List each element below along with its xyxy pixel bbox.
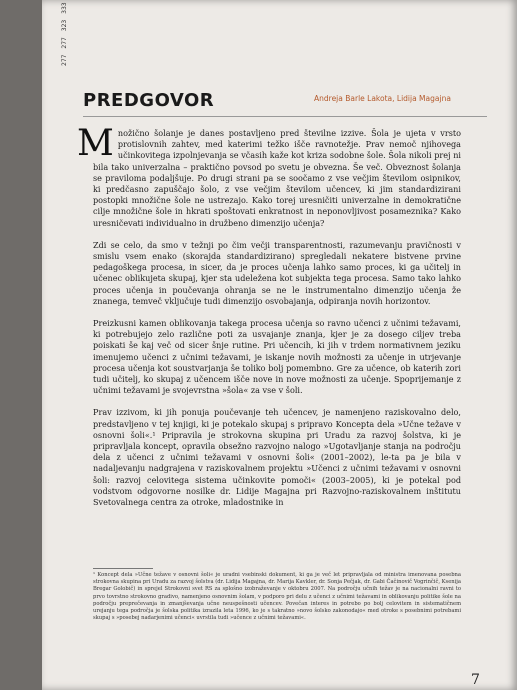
side-number: 323: [61, 19, 68, 32]
paragraph: Zdi se celo, da smo v težnji po čim večji transparentnosti, razumevanju pravičnosti v smislu vsem enako (skorajda standardizirano) spregledali nekatere bistvene prvine pedagoškega procesa, in sicer, da je proces učenja lahko samo proces, ki ga učitelj in učenec oblikujeta skupaj, kjer sta udeležena kot subjekta tega procesa. Samo tako lahko proces učenja in poučevanja ohranja se ne le instrumentalno dimenzijo učenja že znanega, temveč vključuje tudi dimenzijo osvobajanja, odpiranja novih horizontov.: [93, 239, 461, 306]
side-page-numbers: [60, 0, 70, 66]
chapter-heading: PREDGOVOR: [83, 90, 215, 111]
chapter-authors: Andreja Barle Lakota, Lidija Magajna: [314, 94, 451, 103]
heading-rule: [83, 116, 487, 117]
paragraph: Prav izzivom, ki jih ponuja poučevanje teh učencev, je namenjeno raziskovalno delo, predstavljeno v tej knjigi, ki je potekalo skupaj s pripravo Koncepta dela »Učne težave v osnovni šoli«.¹ Pripravila je strokovna skupina pri Uradu za razvoj šolstva, ki je pripravljala koncept, opravila obsežno razvojno nalogo »Ugotavljanje stanja na področju dela z učenci z učnimi težavami v osnovni šoli« (2001–2002), le-ta pa je bila v nadaljevanju nadgrajena v raziskovalnem projektu »Učenci z učnimi težavami v osnovni šoli: razvoj celovitega sistema učinkovite pomoči« (2003–2005), ki je potekal pod vodstvom odgovorne nosilke dr. Lidije Magajna pri Razvojno-raziskovalnem inštitutu Svetovalnega centra za otroke, mladostnike in: [93, 407, 461, 508]
footnote: ¹ Koncept dela »Učne težave v osnovni šoli« je uradni vsebinski dokument, ki ga je več let pripravljala od ministra imenovana posebna strokovna skupina pri Uradu za razvoj šolstva (dr. Lidija Magajna, dr. Marija Kavkler, dr. Sonja Pečjak, dr. Gabi Čačinovič Vogrinčič, Ksenija Bregar Golobič) in sprejel Strokovni svet RS za splošno izobraževanje v oktobru 2007. Na področju učnih težav je na nacionalni ravni to prvo tovrstno strokovno gradivo, namenjeno osnovnim šolam, v podporo pri delu z učenci z učnimi težavami in oblikovanju politike šole na področju preprečevanja in zmanjševanja učne neuspešnosti učencev. Povečan interes in potrebo po bolj celovitem in sistematičnem urejanju tega področja je šolska politika izrazila leta 1996, ko je s takratno »novo šolsko zakonodajo« med otroke s posebnimi potrebami skupaj s »posebej nadarjenimi učenci« uvrstila tudi »učence z učnimi težavami«.: [93, 572, 461, 622]
drop-cap: M: [77, 123, 114, 164]
side-number: 277: [61, 54, 68, 66]
paragraph: Preizkusni kamen oblikovanja takega procesa učenja so ravno učenci z učnimi težavami, ki potrebujejo zelo različne poti za usvajanje znanja, kjer je za dosego ciljev treba poiskati še kaj več od sicer šnje rutine. Pri učencih, ki jih v trdem normativnem jeziku imenujemo učenci z učnimi težavami, je iskanje novih možnosti za učenje in utrjevanje procesa učenja kot soustvarjanja še toliko bolj pomembno. Gre za učence, ob katerih zori tudi učitelj, ko skupaj z učencem išče nove in nove možnosti za učenje. Spoprijemanje z učnimi težavami je svojevrstna »šola« za vse v šoli.: [93, 318, 461, 396]
side-number: 333: [61, 2, 68, 14]
footnote-rule: [93, 568, 153, 569]
page-number: 7: [471, 672, 480, 688]
paragraph: Množično šolanje je danes postavljeno pred številne izzive. Šola je ujeta v vrsto protislovnih zahtev, med katerimi težko išče ravnotežje. Prav nemoč njihovega učinkovitega izpolnjevanja se včasih kaže kot kriza sodobne šole. Šola nikoli prej ni bila tako univerzalna – praktično povsod po svetu je obvezna. Še več. Obveznost šolanja se pravilоma podaljšuje. Po drugi strani pa se soočamo z vse večjim številom osipnikov, ki predčasno zapuščajo šolo, z vse večjim številom učencev, ki jim standardizirani postopki množične šole ne ustrezajo. Kako torej uresničiti univerzalne in demokratične cilje množične šole in hkrati spoštovati enkratnost in neponovljivost posameznika? Kako uresničevati individualno in družbeno dimenzijo učenja?: [77, 123, 461, 228]
side-number: 277: [61, 37, 68, 49]
body-text: [77, 123, 461, 519]
